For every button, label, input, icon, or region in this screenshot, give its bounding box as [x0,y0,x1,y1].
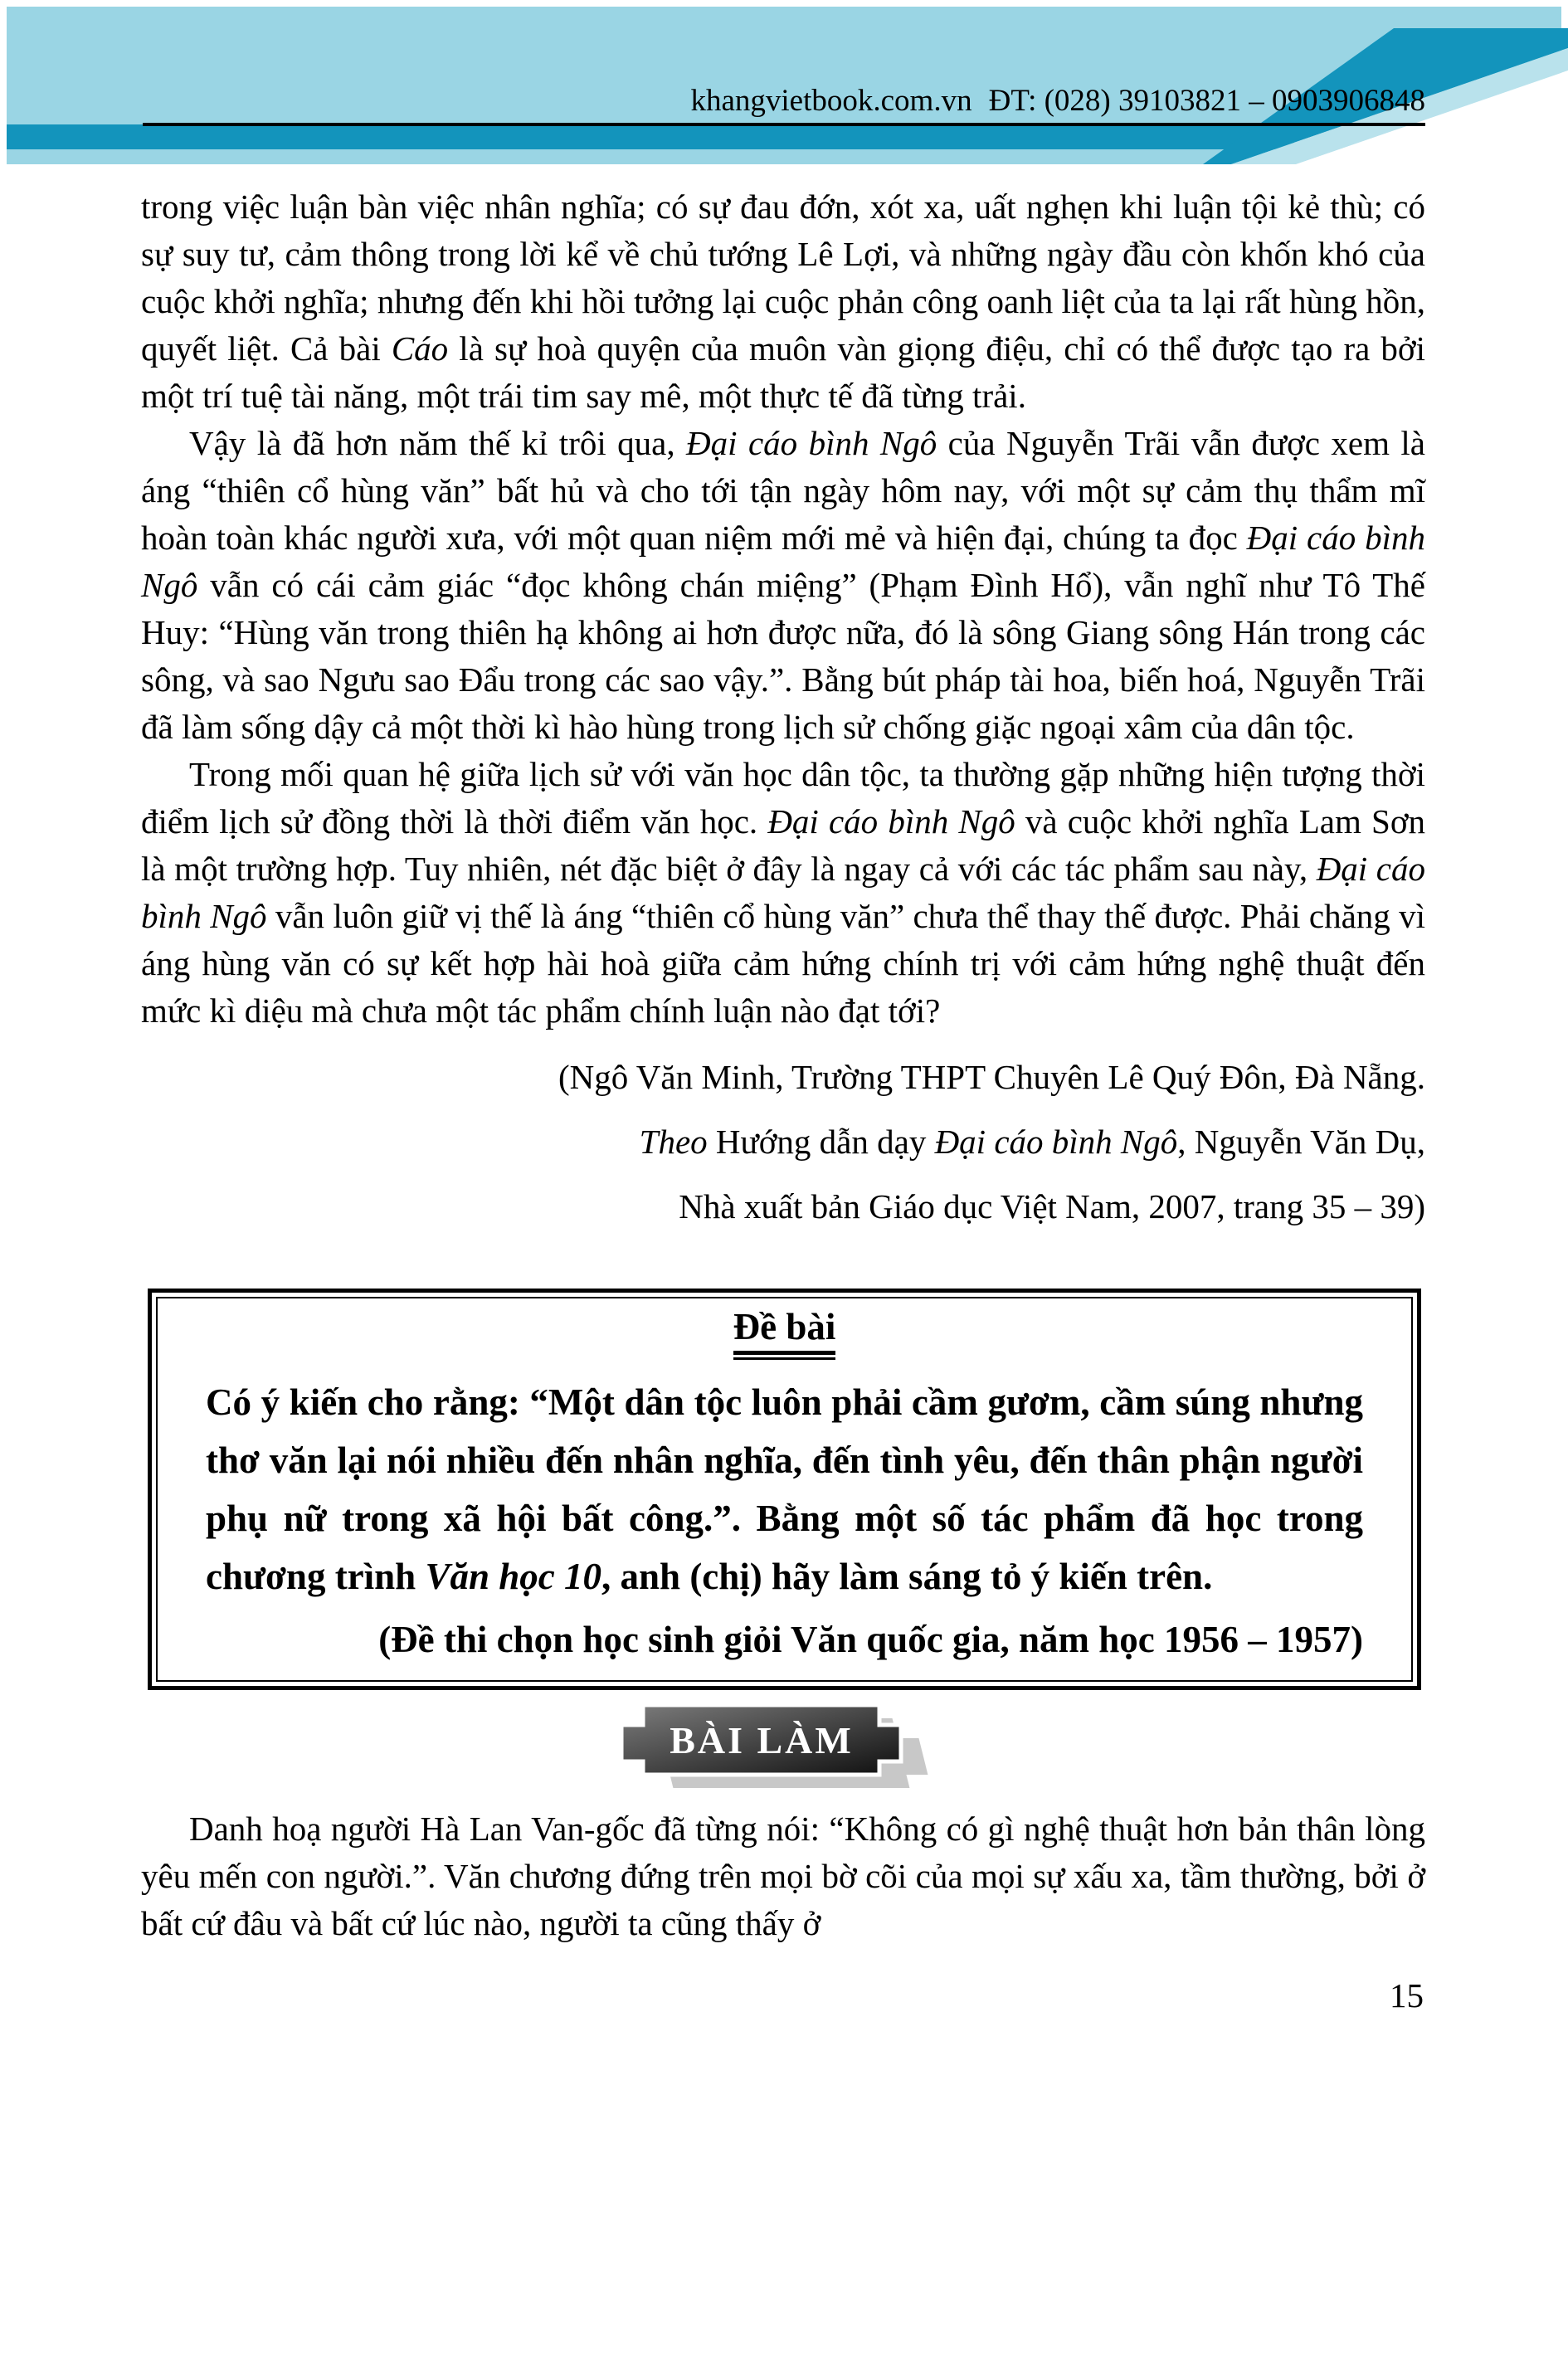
paragraph-2: Vậy là đã hơn năm thế kỉ trôi qua, Đại cáo bình Ngô của Nguyễn Trãi vẫn được xem là áng “thiên cổ hùng văn” bất hủ và cho tới tận ngày hôm nay, với một sự cảm thụ thẩm mĩ hoàn toàn khác người xưa, với một quan niệm mới mẻ và hiện đại, chúng ta đọc Đại cáo bình Ngô vẫn có cái cảm giác “đọc không chán miệng” (Phạm Đình Hổ), vẫn nghĩ như Tô Thế Huy: “Hùng văn trong thiên hạ không ai hơn được nữa, đó là sông Giang sông Hán trong các sông, và sao Ngưu sao Đẩu trong các sao vậy.”. Bằng bút pháp tài hoa, biến hoá, Nguyễn Trãi đã làm sống dậy cả một thời kì hào hùng trong lịch sử chống giặc ngoại xâm của dân tộc. [141,424,1426,746]
page-content [0,183,1568,2015]
page-number: 15 [1390,1976,1424,2014]
attribution-block [141,1045,1425,1239]
de-bai-box [148,1289,1421,1690]
attribution-line: Theo Hướng dẫn dạy Đại cáo bình Ngô, Nguyễn Văn Dụ, [639,1123,1425,1161]
closing-paragraph: Danh hoạ người Hà Lan Van-gốc đã từng nói: “Không có gì nghệ thuật hơn bản thân lòng yêu mến con người.”. Văn chương đứng trên mọi bờ cõi của mọi sự xấu xa, tầm thường, bởi ở bất cứ đâu và bất cứ lúc nào, người ta cũng thấy ở [141,1810,1425,1942]
paragraph-1: trong việc luận bàn việc nhân nghĩa; có sự đau đớn, xót xa, uất nghẹn khi luận tội kẻ thù; có sự suy tư, cảm thông trong lời kể về chủ tướng Lê Lợi, và những ngày đầu còn khốn khó của cuộc khởi nghĩa; nhưng đến khi hồi tưởng lại cuộc phản công oanh liệt của ta lại rất hùng hồn, quyết liệt. Cả bài Cáo là sự hoà quyện của muôn vàn giọng điệu, chỉ có thể được tạo ra bởi một trí tuệ tài năng, một trái tim say mê, một thực tế đã từng trải. [141,188,1425,415]
phone-number: ĐT: (028) 39103821 – 0903906848 [988,84,1425,118]
header-strip-light [7,149,1261,164]
header-band-dark [7,124,1294,149]
de-bai-box-inner [156,1297,1413,1682]
paragraph-3: Trong mối quan hệ giữa lịch sử với văn học dân tộc, ta thường gặp những hiện tượng thời điểm lịch sử đồng thời là thời điểm văn học. Đại cáo bình Ngô và cuộc khởi nghĩa Lam Sơn là một trường hợp. Tuy nhiên, nét đặc biệt ở đây là ngay cả với các tác phẩm sau này, Đại cáo bình Ngô vẫn luôn giữ vị thế là áng “thiên cổ hùng văn” chưa thể thay thế được. Phải chăng vì áng hùng văn có sự kết hợp hài hoà giữa cảm hứng chính trị với cảm hứng nghệ thuật đến mức kì diệu mà chưa một tác phẩm chính luận nào đạt tới? [141,755,1426,1030]
de-bai-title-text: Đề bài [733,1305,836,1355]
bai-lam-banner [141,1700,1425,1805]
de-bai-body: Có ý kiến cho rằng: “Một dân tộc luôn phải cầm gươm, cầm súng nhưng thơ văn lại nói nhiều đến nhân nghĩa, đến tình yêu, đến thân phận người phụ nữ trong xã hội bất công.”. Bằng một số tác phẩm đã học trong chương trình Văn học 10, anh (chị) hãy làm sáng tỏ ý kiến trên. [206,1381,1363,1597]
bai-lam-plaque [576,1700,991,1801]
attribution-line: Nhà xuất bản Giáo dục Việt Nam, 2007, trang 35 – 39) [679,1187,1425,1225]
site-url: khangvietbook.com.vn [690,84,972,118]
page-header [0,0,1568,170]
de-bai-source: (Đề thi chọn học sinh giỏi Văn quốc gia, năm học 1956 – 1957) [378,1619,1363,1660]
bai-lam-label: BÀI LÀM [670,1719,854,1761]
header-text [690,83,1425,119]
de-bai-title [206,1305,1363,1360]
attribution-line: (Ngô Văn Minh, Trường THPT Chuyên Lê Quý Đôn, Đà Nẵng. [558,1058,1425,1096]
